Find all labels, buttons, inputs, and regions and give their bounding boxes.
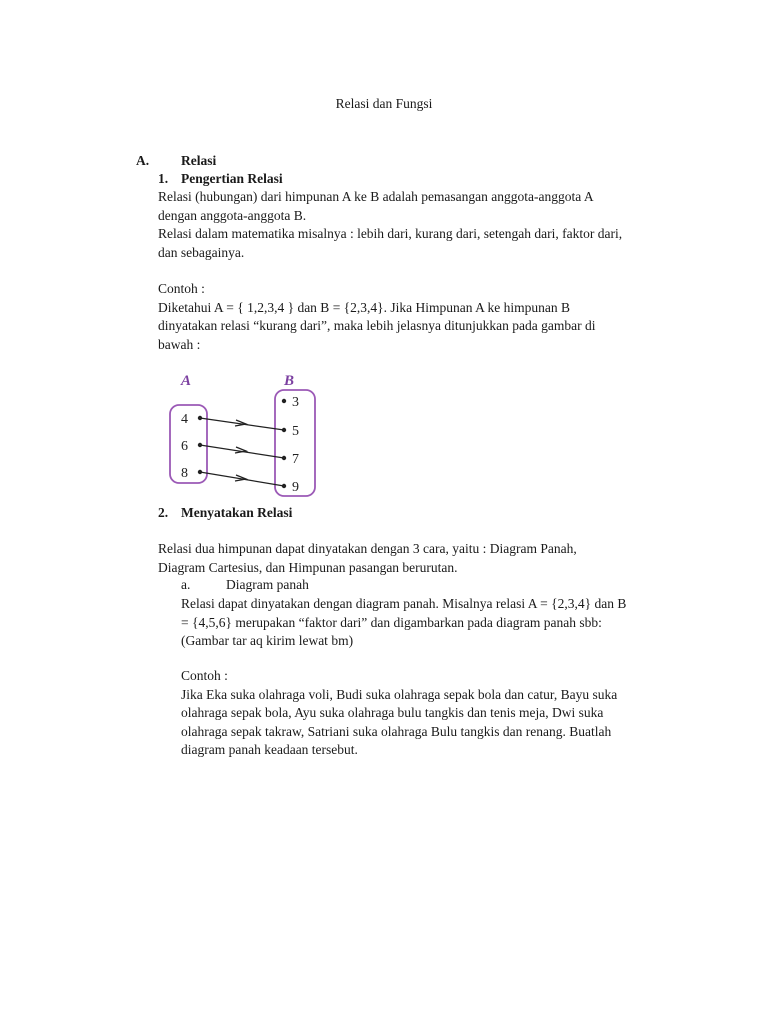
text-line: olahraga sepak bola, Ayu suka olahraga bulu tangkis dan tenis meja, Dwi suka — [181, 705, 604, 720]
text-line: Diketahui A = { 1,2,3,4 } dan B = {2,3,4}. Jika Himpunan A ke himpunan B — [158, 299, 571, 315]
sub1-heading: Pengertian Relasi — [181, 171, 283, 186]
set-a-element: 4 — [181, 412, 188, 427]
relation-line — [200, 418, 284, 430]
text-line: dan sebagainya. — [158, 244, 245, 260]
page-title: Relasi dan Fungsi — [335, 96, 433, 111]
text-line: Relasi dapat dinyatakan dengan diagram panah. Misalnya relasi A = {2,3,4} dan B — [181, 596, 627, 611]
arrow-diagram — [162, 368, 332, 503]
sub1-number: 1. — [158, 171, 169, 186]
text-line: Relasi (hubungan) dari himpunan A ke B adalah pemasangan anggota-anggota A — [158, 189, 594, 204]
set-a-element: 8 — [181, 466, 188, 481]
text-line: bawah : — [158, 336, 201, 352]
text-line: olahraga sepak takraw, Satriani suka olahraga Bulu tangkis dan renang. Buatlah — [181, 723, 612, 739]
sub1-example — [158, 280, 688, 354]
sub2-heading: Menyatakan Relasi — [181, 505, 293, 520]
text-line: dinyatakan relasi “kurang dari”, maka lebih jelasnya ditunjukkan pada gambar di — [158, 318, 596, 333]
sub2-number: 2. — [158, 505, 169, 520]
sub1-definition — [158, 188, 688, 262]
relation-line — [200, 472, 284, 486]
set-b-element: 5 — [292, 424, 299, 439]
section-a-heading: Relasi — [181, 153, 217, 168]
set-b-element: 9 — [292, 480, 299, 495]
text-line: Jika Eka suka olahraga voli, Budi suka olahraga sepak bola dan catur, Bayu suka — [181, 686, 618, 702]
item-a-body — [181, 595, 691, 651]
example-label: Contoh : — [158, 281, 205, 296]
set-b-dot — [282, 399, 286, 403]
item-a-heading: Diagram panah — [226, 577, 309, 592]
text-line: Relasi dua himpunan dapat dinyatakan dengan 3 cara, yaitu : Diagram Panah, — [158, 541, 577, 556]
set-a-label: A — [181, 373, 192, 389]
set-a-element: 6 — [181, 439, 188, 454]
text-line: = {4,5,6} merupakan “faktor dari” dan digambarkan pada diagram panah sbb: — [181, 614, 602, 630]
set-b-element: 7 — [292, 452, 299, 467]
text-line: Relasi dalam matematika misalnya : lebih dari, kurang dari, setengah dari, faktor dari, — [158, 226, 623, 241]
set-b-element: 3 — [292, 395, 299, 410]
section-a-letter: A. — [136, 153, 150, 168]
item-a-example — [181, 667, 691, 760]
text-line: Diagram Cartesius, dan Himpunan pasangan berurutan. — [158, 559, 458, 575]
example-label: Contoh : — [181, 668, 228, 683]
text-line: (Gambar tar aq kirim lewat bm) — [181, 633, 354, 648]
text-line: dengan anggota-anggota B. — [158, 207, 307, 223]
text-line: diagram panah keadaan tersebut. — [181, 742, 358, 757]
sub2-intro — [158, 540, 688, 577]
item-a-letter: a. — [181, 577, 191, 592]
set-b-label: B — [284, 373, 295, 389]
